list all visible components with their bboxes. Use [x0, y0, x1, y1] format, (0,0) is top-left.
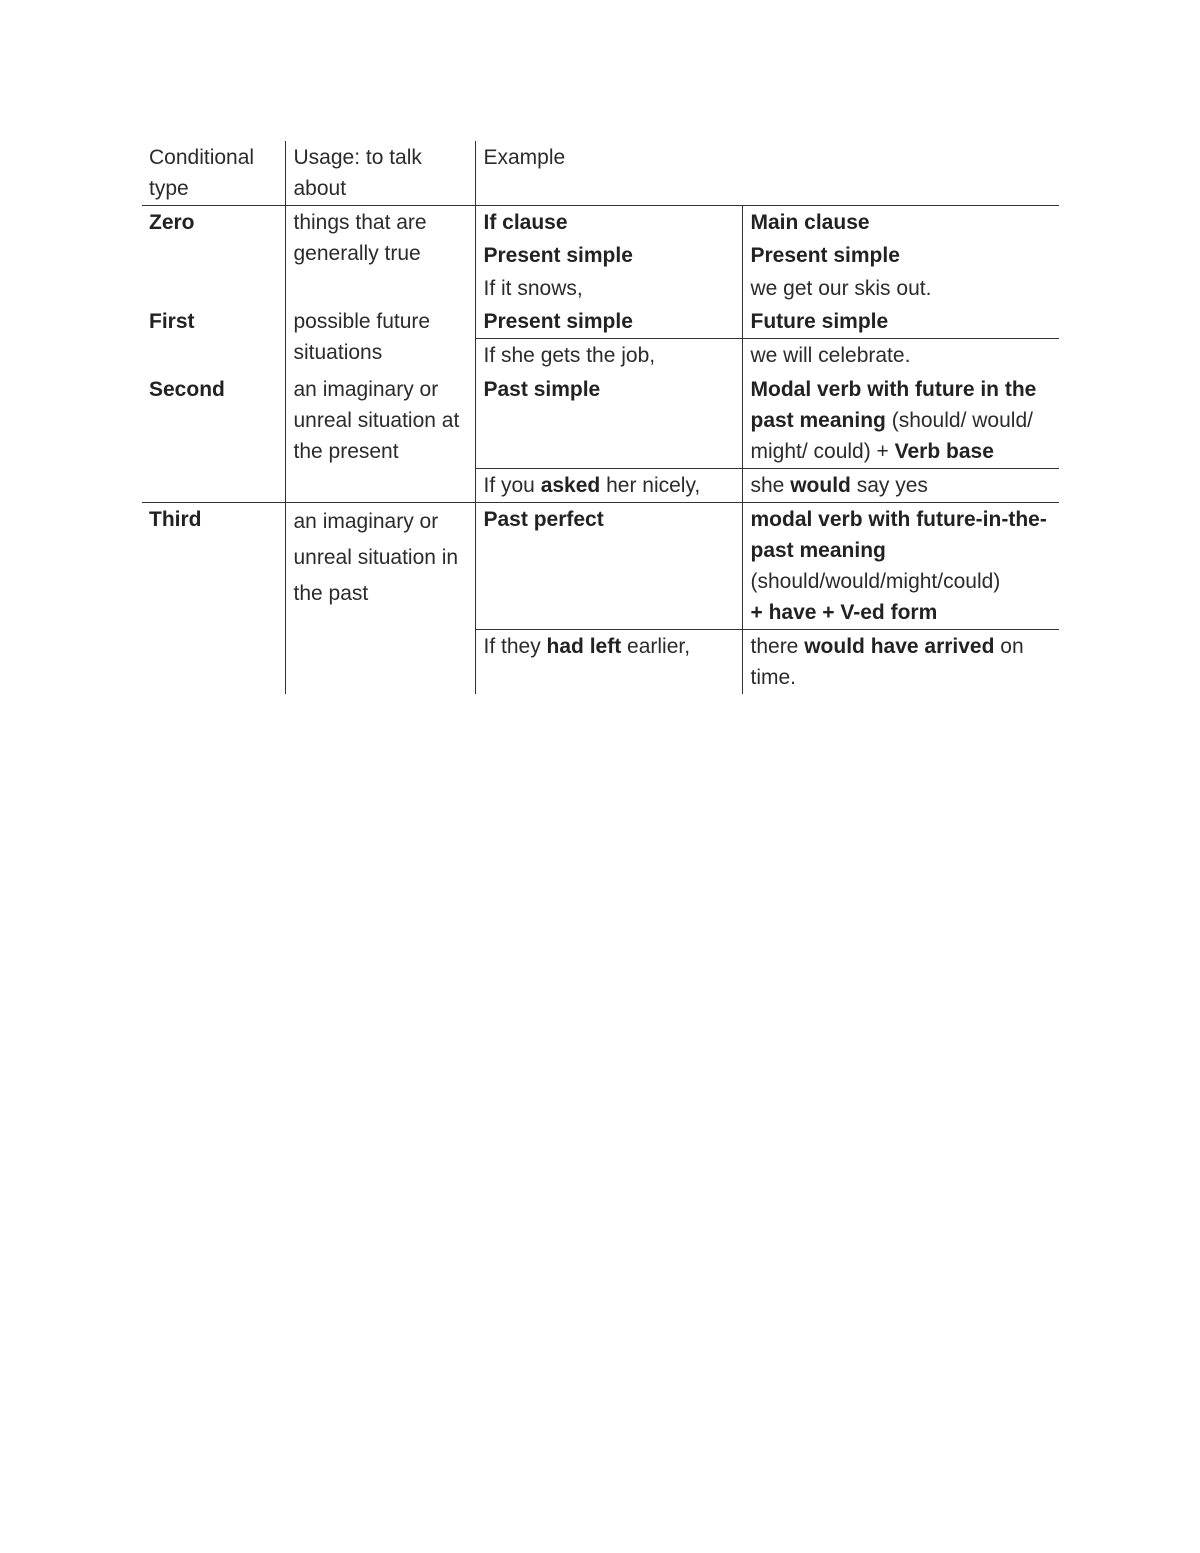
third-if-example: [475, 630, 742, 695]
second-if-example: [475, 469, 742, 503]
third-if-tense: Past perfect: [475, 503, 742, 630]
third-main-rule-bold2: + have + V-ed form: [750, 601, 938, 624]
second-main-rule-plain: (should/ would/ might/ could) +: [750, 409, 1033, 463]
third-type: Third: [142, 503, 285, 695]
header-row: [142, 141, 1059, 206]
zero-if-example: If it snows,: [475, 272, 742, 305]
header-conditional-type: Conditional type: [149, 146, 255, 200]
header-example: Example: [475, 141, 1059, 206]
second-if-example-post: her nicely,: [600, 474, 701, 497]
third-if-example-bold: had left: [546, 635, 622, 658]
third-usage: an imaginary or unreal situation in the past: [285, 503, 475, 695]
first-main-example: we will celebrate.: [742, 339, 1059, 373]
second-main-rule-bold1: Modal verb with future in the past meaning: [750, 378, 1037, 432]
third-main-example: [742, 630, 1059, 695]
third-main-example-post: on time.: [750, 635, 1024, 689]
third-main-rule-bold1: modal verb with future-in-the-past meaning: [750, 508, 1047, 562]
first-main-tense: Future simple: [742, 305, 1059, 339]
first-if-example: If she gets the job,: [475, 339, 742, 373]
second-main-rule-bold2: Verb base: [894, 440, 994, 463]
second-type: Second: [149, 378, 225, 401]
conditionals-table-wrapper: [142, 141, 1059, 694]
zero-usage: things that are generally true: [285, 206, 475, 306]
third-main-rule: [742, 503, 1059, 630]
second-if-example-pre: If you: [483, 474, 541, 497]
second-main-example-pre: she: [750, 474, 791, 497]
first-usage: possible future situations: [285, 305, 475, 372]
zero-main-tense: Present simple: [742, 239, 1059, 272]
third-if-example-post: earlier,: [621, 635, 691, 658]
second-if-tense: Past simple: [475, 372, 742, 469]
conditionals-table: [142, 141, 1059, 694]
zero-if-tense: Present simple: [475, 239, 742, 272]
zero-if-clause-header: If clause: [475, 206, 742, 240]
third-main-example-pre: there: [750, 635, 805, 658]
third-row-1: [142, 503, 1059, 630]
zero-type: Zero: [142, 206, 285, 306]
second-row-1: [142, 372, 1059, 469]
zero-main-example: we get our skis out.: [742, 272, 1059, 305]
third-main-rule-plain: (should/would/might/could): [750, 570, 1001, 593]
header-usage: Usage: to talk about: [285, 141, 475, 206]
first-if-tense: Present simple: [475, 305, 742, 339]
first-row-1: [142, 305, 1059, 339]
third-main-example-bold: would have arrived: [804, 635, 995, 658]
second-main-example-post: say yes: [850, 474, 928, 497]
first-type: First: [149, 310, 195, 333]
second-main-rule: [742, 372, 1059, 469]
second-main-example-bold: would: [790, 474, 851, 497]
second-main-example: [742, 469, 1059, 503]
second-usage: an imaginary or unreal situation at the present: [285, 372, 475, 503]
third-if-example-pre: If they: [483, 635, 547, 658]
zero-row-1: [142, 206, 1059, 240]
zero-main-clause-header: Main clause: [742, 206, 1059, 240]
second-if-example-bold: asked: [540, 474, 601, 497]
